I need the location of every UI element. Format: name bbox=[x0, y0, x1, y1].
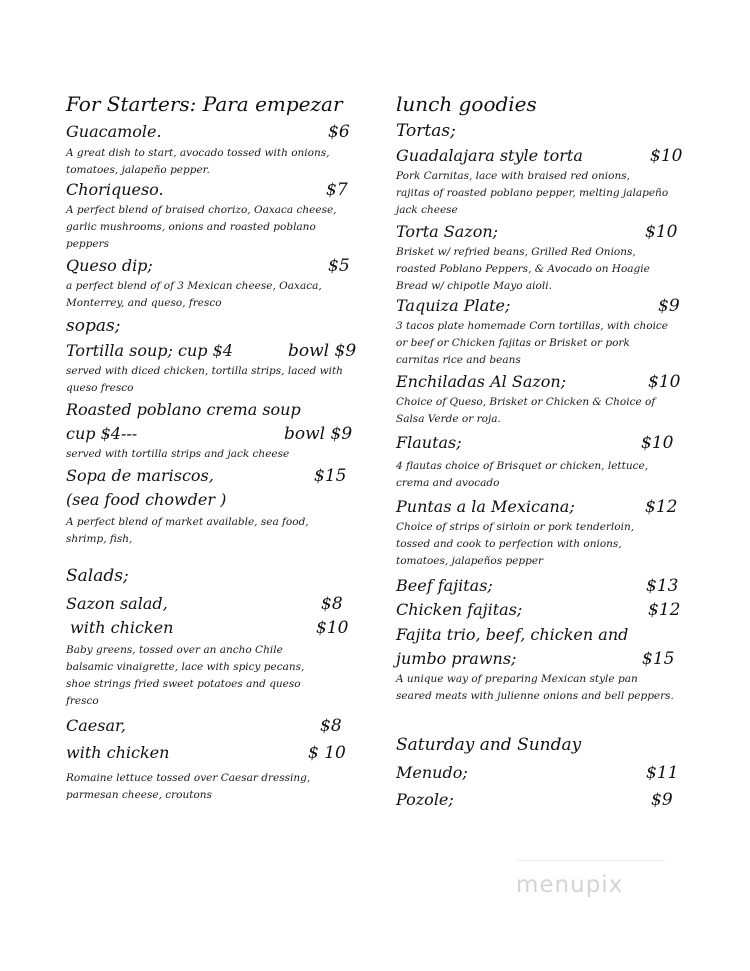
item-desc: Bread w/ chipotle Mayo aioli. bbox=[396, 280, 552, 292]
item-desc: A perfect blend of market available, sea food, bbox=[66, 516, 309, 528]
item-name: Taquiza Plate; bbox=[396, 296, 511, 315]
lunch-heading: lunch goodies bbox=[396, 92, 537, 116]
item-price: $15 bbox=[314, 466, 347, 486]
item-price: $ 10 bbox=[308, 743, 346, 763]
item-name: Torta Sazon; bbox=[396, 222, 499, 241]
item-price: $7 bbox=[326, 180, 348, 200]
item-name: Beef fajitas; bbox=[396, 576, 493, 595]
item-desc: served with tortilla strips and jack cheese bbox=[66, 448, 290, 460]
item-desc: fresco bbox=[66, 695, 99, 707]
menu-item-sopa-mariscos bbox=[66, 466, 366, 485]
starters-heading: For Starters: Para empezar bbox=[66, 92, 343, 116]
item-price: $12 bbox=[648, 600, 681, 620]
watermark-rule bbox=[516, 860, 666, 861]
item-desc: Romaine lettuce tossed over Caesar dressing, bbox=[66, 772, 311, 784]
item-desc: Monterrey, and queso, fresco bbox=[66, 297, 222, 309]
item-price: $5 bbox=[328, 256, 350, 276]
tortas-heading: Tortas; bbox=[396, 121, 456, 141]
weekend-heading: Saturday and Sunday bbox=[396, 735, 582, 755]
item-desc: 3 tacos plate homemade Corn tortillas, with choice bbox=[396, 320, 669, 332]
item-price: bowl $9 bbox=[288, 341, 357, 361]
item-name: Puntas a la Mexicana; bbox=[396, 497, 575, 516]
menu-item-choriqueso bbox=[66, 180, 366, 199]
fajita-trio-line2 bbox=[396, 649, 691, 668]
menu-item-puntas-mexicana bbox=[396, 497, 691, 516]
item-desc: queso fresco bbox=[66, 382, 134, 394]
item-desc: Choice of Queso, Brisket or Chicken & Choice of bbox=[396, 396, 656, 408]
menupix-watermark: menupix bbox=[516, 872, 624, 898]
item-desc: tomatoes, jalapeño pepper. bbox=[66, 164, 210, 176]
item-name: Sazon salad, bbox=[66, 594, 168, 613]
item-desc: peppers bbox=[66, 238, 109, 250]
menu-item-chicken-fajitas bbox=[396, 600, 691, 619]
item-desc: seared meats with julienne onions and bell peppers. bbox=[396, 690, 674, 702]
item-desc: tossed and cook to perfection with onions, bbox=[396, 538, 622, 550]
item-desc: rajitas of roasted poblano pepper, melting jalapeño bbox=[396, 187, 669, 199]
item-price: $8 bbox=[321, 594, 343, 614]
item-name: Choriqueso. bbox=[66, 180, 164, 199]
item-price: $15 bbox=[642, 649, 675, 669]
item-desc: carnitas rice and beans bbox=[396, 354, 521, 366]
item-desc: crema and avocado bbox=[396, 477, 500, 489]
item-desc: Brisket w/ refried beans, Grilled Red Onions, bbox=[396, 246, 636, 258]
menu-item-caesar bbox=[66, 716, 366, 735]
menu-item-pozole bbox=[396, 790, 691, 809]
item-price: $11 bbox=[646, 763, 679, 783]
menu-item-guadalajara-torta bbox=[396, 146, 691, 165]
item-desc: A great dish to start, avocado tossed with onions, bbox=[66, 147, 330, 159]
item-price: $10 bbox=[316, 618, 349, 638]
item-desc: tomatoes, jalapeños pepper bbox=[396, 555, 544, 567]
item-name: Caesar, bbox=[66, 716, 126, 735]
item-price: $10 bbox=[650, 146, 683, 166]
sazon-salad-chicken bbox=[66, 618, 366, 637]
item-price: cup $4--- bbox=[66, 424, 138, 443]
menu-item-flautas bbox=[396, 433, 691, 452]
item-price: $9 bbox=[651, 790, 673, 810]
poblano-soup-prices bbox=[66, 424, 366, 443]
item-desc: jack cheese bbox=[396, 204, 458, 216]
item-desc: or beef or Chicken fajitas or Brisket or pork bbox=[396, 337, 630, 349]
item-name: with chicken bbox=[70, 618, 174, 637]
item-name: Guacamole. bbox=[66, 122, 162, 141]
item-desc: shrimp, fish, bbox=[66, 533, 133, 545]
item-name: Guadalajara style torta bbox=[396, 146, 583, 165]
item-price: $9 bbox=[658, 296, 680, 316]
menu-item-fajita-trio: Fajita trio, beef, chicken and bbox=[396, 625, 629, 644]
menu-item-poblano-soup: Roasted poblano crema soup bbox=[66, 400, 301, 419]
item-price: $10 bbox=[641, 433, 674, 453]
menu-item-taquiza-plate bbox=[396, 296, 691, 315]
item-name: with chicken bbox=[66, 743, 170, 762]
item-name: Pozole; bbox=[396, 790, 454, 809]
item-desc: a perfect blend of of 3 Mexican cheese, Oaxaca, bbox=[66, 280, 322, 292]
caesar-chicken bbox=[66, 743, 366, 762]
item-desc: parmesan cheese, croutons bbox=[66, 789, 212, 801]
item-desc: roasted Poblano Peppers, & Avocado on Hoagie bbox=[396, 263, 650, 275]
sopas-heading: sopas; bbox=[66, 316, 121, 336]
item-price: $12 bbox=[645, 497, 678, 517]
item-name: Chicken fajitas; bbox=[396, 600, 523, 619]
item-desc: 4 flautas choice of Brisquet or chicken, lettuce, bbox=[396, 460, 649, 472]
salads-heading: Salads; bbox=[66, 566, 129, 586]
item-price: bowl $9 bbox=[284, 424, 353, 444]
item-name: Enchiladas Al Sazon; bbox=[396, 372, 567, 391]
item-subtitle: (sea food chowder ) bbox=[66, 490, 227, 509]
item-price: $13 bbox=[646, 576, 679, 596]
item-name: jumbo prawns; bbox=[396, 649, 517, 668]
menu-item-menudo bbox=[396, 763, 691, 782]
menu-item-queso-dip bbox=[66, 256, 366, 275]
menu-item-beef-fajitas bbox=[396, 576, 691, 595]
item-desc: A unique way of preparing Mexican style pan bbox=[396, 673, 638, 685]
item-desc: served with diced chicken, tortilla strips, laced with bbox=[66, 365, 343, 377]
menu-item-sazon-salad bbox=[66, 594, 366, 613]
menu-item-enchiladas bbox=[396, 372, 691, 391]
item-name: Tortilla soup; cup $4 bbox=[66, 341, 233, 360]
item-name: Menudo; bbox=[396, 763, 468, 782]
item-desc: Pork Carnitas, lace with braised red onions, bbox=[396, 170, 630, 182]
menu-item-guacamole bbox=[66, 122, 366, 141]
item-desc: balsamic vinaigrette, lace with spicy pecans, bbox=[66, 661, 305, 673]
item-price: $8 bbox=[320, 716, 342, 736]
item-price: $10 bbox=[645, 222, 678, 242]
item-desc: A perfect blend of braised chorizo, Oaxaca cheese, bbox=[66, 204, 337, 216]
item-desc: Baby greens, tossed over an ancho Chile bbox=[66, 644, 283, 656]
item-desc: garlic mushrooms, onions and roasted poblano bbox=[66, 221, 316, 233]
item-desc: Choice of strips of sirloin or pork tenderloin, bbox=[396, 521, 635, 533]
item-desc: shoe strings fried sweet potatoes and queso bbox=[66, 678, 301, 690]
item-price: $10 bbox=[648, 372, 681, 392]
item-name: Flautas; bbox=[396, 433, 462, 452]
item-desc: Salsa Verde or roja. bbox=[396, 413, 501, 425]
item-price: $6 bbox=[328, 122, 350, 142]
item-name: Sopa de mariscos, bbox=[66, 466, 214, 485]
item-name: Queso dip; bbox=[66, 256, 153, 275]
menu-item-torta-sazon bbox=[396, 222, 691, 241]
menu-item-tortilla-soup bbox=[66, 341, 366, 360]
